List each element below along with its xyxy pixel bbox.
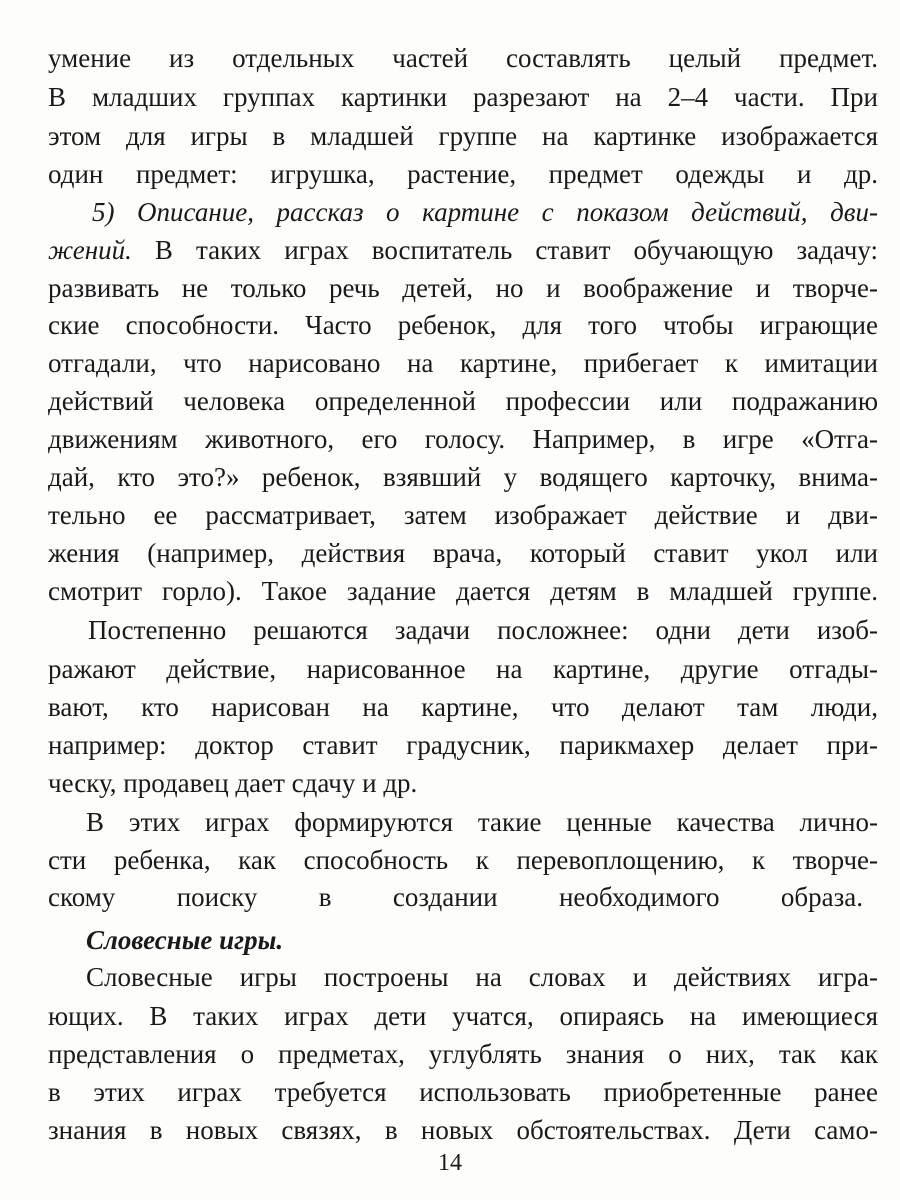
text-line: В этих играх формируются такие ценные качества лично- bbox=[86, 807, 878, 837]
text-line: ческу, продавец дает сдачу и др. bbox=[48, 768, 418, 798]
italic-subheading-line: 5) Описание, рассказ о картине с показом действий, дви- bbox=[92, 197, 878, 227]
text-line: сти ребенка, как способность к перевоплощению, к творче- bbox=[48, 845, 878, 875]
text-line: ские способности. Часто ребенок, для того чтобы играющие bbox=[48, 310, 878, 340]
text-line: Словесные игры построены на словах и действиях игра- bbox=[86, 962, 878, 992]
text-line: тельно ее рассматривает, затем изображает действие и дви- bbox=[48, 500, 878, 530]
text-line: один предмет: игрушка, растение, предмет одежды и др. bbox=[48, 159, 878, 189]
text-line: умение из отдельных частей составлять целый предмет. bbox=[48, 43, 878, 73]
text-line: скому поиску в создании необходимого образа. bbox=[48, 882, 863, 912]
text-line: смотрит горло). Такое задание дается детям в младшей группе. bbox=[48, 576, 878, 606]
text-line: в этих играх требуется использовать приобретенные ранее bbox=[48, 1077, 878, 1107]
text-line: например: доктор ставит градусник, парикмахер делает при- bbox=[48, 730, 878, 760]
text-line: движениям животного, его голосу. Например, в игре «Отга- bbox=[48, 424, 878, 454]
section-heading: Словесные игры. bbox=[86, 925, 284, 955]
text-fragment: В таких играх воспитатель ставит обучающую задачу: bbox=[131, 235, 878, 265]
text-line bbox=[48, 234, 878, 266]
text-line: Постепенно решаются задачи посложнее: одни дети изоб- bbox=[88, 615, 878, 645]
text-line: представления о предметах, углублять знания о них, так как bbox=[48, 1039, 878, 1069]
text-line: отгадали, что нарисовано на картине, прибегает к имитации bbox=[48, 348, 878, 378]
text-line: действий человека определенной профессии или подражанию bbox=[48, 386, 878, 416]
text-line: ющих. В таких играх дети учатся, опираясь на имеющиеся bbox=[48, 1001, 878, 1031]
page-number: 14 bbox=[438, 1150, 462, 1176]
text-line: этом для игры в младшей группе на картинке изображается bbox=[48, 121, 878, 151]
text-line: жения (например, действия врача, который ставит укол или bbox=[48, 538, 878, 568]
italic-fragment: жений. bbox=[48, 235, 132, 265]
text-line: знания в новых связях, в новых обстоятельствах. Дети само- bbox=[48, 1115, 878, 1145]
text-line: вают, кто нарисован на картине, что делают там люди, bbox=[48, 692, 878, 722]
text-line: дай, кто это?» ребенок, взявший у водящего карточку, внима- bbox=[48, 462, 878, 492]
text-line: ражают действие, нарисованное на картине, другие отгады- bbox=[48, 654, 878, 684]
text-line: В младших группах картинки разрезают на 2–4 части. При bbox=[48, 82, 878, 112]
text-line: развивать не только речь детей, но и воображение и творче- bbox=[48, 273, 878, 303]
